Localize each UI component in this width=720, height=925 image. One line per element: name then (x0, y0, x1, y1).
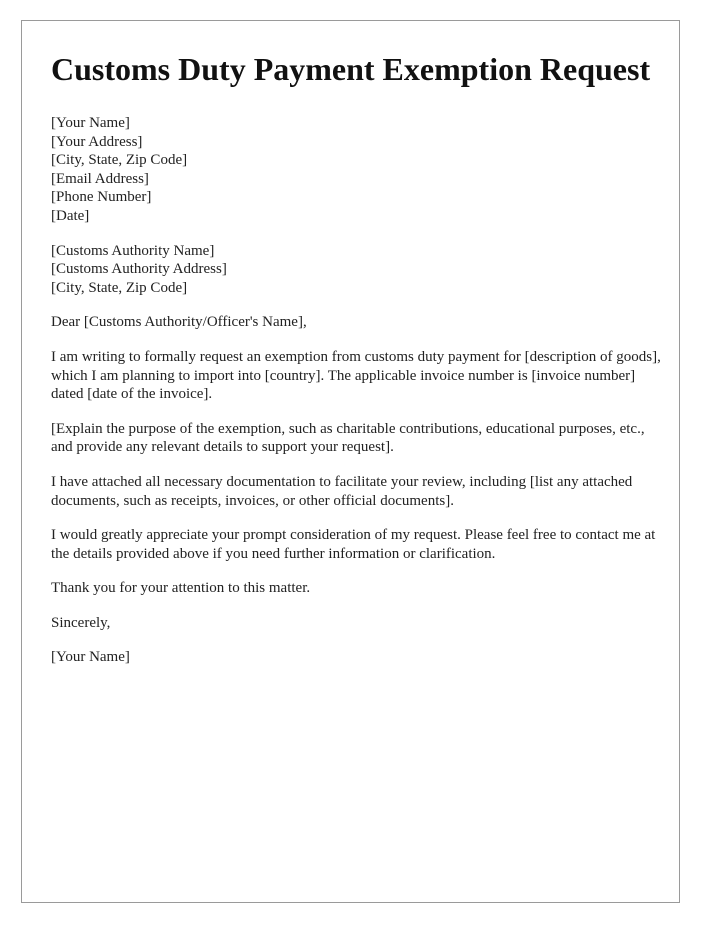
recipient-name: [Customs Authority Name] (51, 242, 215, 259)
recipient-block (51, 242, 661, 298)
closing: Sincerely, (51, 614, 111, 631)
letter-page (21, 20, 680, 903)
body-paragraph-request: I am writing to formally request an exemption from customs duty payment for [description of goods], which I am planning to import into [country]. The applicable invoice number is [invoice number] dated [date of the invoice]. (51, 348, 661, 403)
recipient-address: [Customs Authority Address] (51, 261, 227, 278)
body-paragraph-purpose: [Explain the purpose of the exemption, such as charitable contributions, educational purposes, etc., and provide any relevant details to support your request]. (51, 420, 645, 456)
sender-city-state-zip: [City, State, Zip Code] (51, 152, 188, 169)
salutation: Dear [Customs Authority/Officer's Name], (51, 314, 307, 331)
sender-name: [Your Name] (51, 115, 130, 131)
body-paragraph-thanks: Thank you for your attention to this matter. (51, 580, 311, 597)
letter-title: Customs Duty Payment Exemption Request (51, 51, 651, 87)
letter-date: [Date] (51, 207, 90, 224)
sender-block (51, 114, 661, 226)
signature: [Your Name] (51, 649, 130, 666)
sender-address: [Your Address] (51, 133, 143, 150)
body-paragraph-consideration: I would greatly appreciate your prompt consideration of my request. Please feel free to contact me at the details provided above if you need further information or clarification. (51, 527, 656, 562)
body-paragraph-attachments: I have attached all necessary documentation to facilitate your review, including [list any attached documents, such as receipts, invoices, or other official documents]. (51, 473, 633, 509)
recipient-city-state-zip: [City, State, Zip Code] (51, 279, 188, 296)
letter-content (51, 51, 661, 683)
sender-email: [Email Address] (51, 170, 149, 187)
sender-phone: [Phone Number] (51, 189, 152, 206)
